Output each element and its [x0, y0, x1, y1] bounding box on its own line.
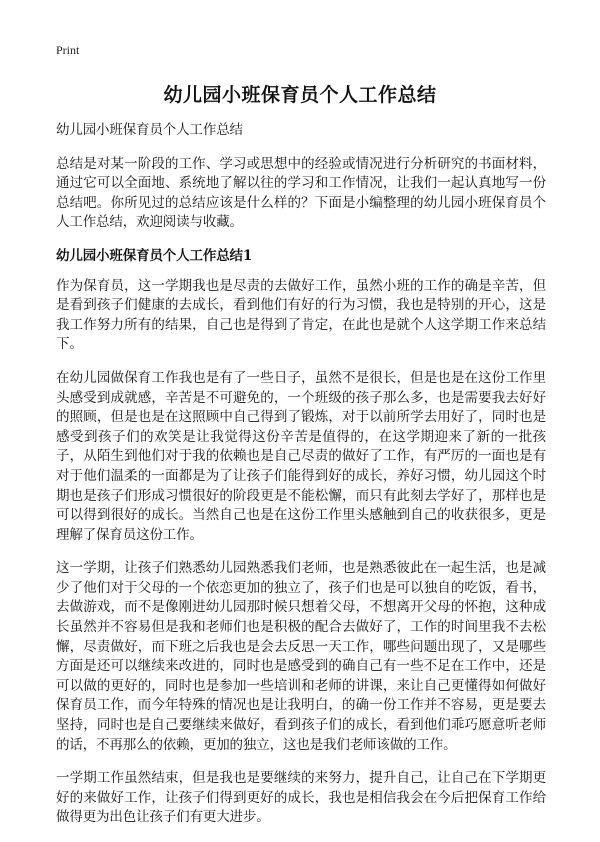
body-paragraph: 这一学期，让孩子们熟悉幼儿园熟悉我们老师，也是熟悉彼此在一起生活，也是减少了他们对于父母的一个依恋更加的独立了，孩子们也是可以独自的吃饭，看书，去做游戏，而不是像刚进幼儿园那时候只想着父母，不想离开父母的怀抱，这种成长虽然并不容易但是我和老师们也是积极的配合去做好了，工作的时间里我不去松懈，尽责做好，而下班之后我也是会去反思一天工作，哪些问题出现了，又是哪些方面是还可以继续来改进的，同时也是感受到的确自己有一些不足在工作中，还是可以做的更好的，同时也是参加一些培训和老师的讲课，来让自己更懂得如何做好保育员工作，而今年特殊的情况也是让我明白，的确一份工作并不容易，更是要去坚持，同时也是自己要继续来做好，看到孩子们的成长，看到他们乖巧愿意听老师的话，不再那么的依赖，更加的独立，这也是我们老师该做的工作。: [56, 560, 546, 753]
intro-paragraph: 总结是对某一阶段的工作、学习或思想中的经验或情况进行分析研究的书面材料，通过它可以全面地、系统地了解以往的学习和工作情况，让我们一起认真地写一份总结吧。你所见过的总结应该是什么样的？下面是小编整理的幼儿园小班保育员个人工作总结，欢迎阅读与收藏。: [56, 155, 546, 231]
print-link[interactable]: Print: [56, 43, 80, 57]
article-subtitle: 幼儿园小班保育员个人工作总结: [56, 122, 243, 138]
page-title: 幼儿园小班保育员个人工作总结: [163, 84, 437, 106]
section-heading: 幼儿园小班保育员个人工作总结1: [56, 247, 253, 264]
body-paragraph: 作为保育员，这一学期我也是尽责的去做好工作，虽然小班的工作的确是辛苦，但是看到孩子们健康的去成长，看到他们有好的行为习惯，我也是特别的开心，这是我工作努力所有的结果，自己也是得到了肯定，在此也是就个人这学期工作来总结下。: [56, 277, 546, 353]
article-body: [56, 121, 546, 842]
body-paragraph: 在幼儿园做保育工作我也是有了一些日子，虽然不是很长，但是也是在这份工作里头感受到成就感，辛苦是不可避免的，一个班级的孩子那么多，也是需要我去好好的照顾，但是也是在这照顾中自己得到了锻炼，对于以前所学去用好了，同时也是感受到孩子们的欢笑是让我觉得这份辛苦是值得的，在这学期迎来了新的一批孩子，从陌生到他们对于我的依赖也是自己尽责的做好了工作，有严厉的一面也是有对于他们温柔的一面都是为了让孩子们能得到好的成长，养好习惯，幼儿园这个时期也是孩子们形成习惯很好的阶段更是不能松懈，而只有此刻去学好了，那样也是可以得到很好的成长。当然自己也是在这份工作里头感触到自己的收获很多，更是理解了保育员这份工作。: [56, 369, 546, 543]
body-paragraph: 一学期工作虽然结束，但是我也是要继续的来努力，提升自己，让自己在下学期更好的来做好工作，让孩子们得到更好的成长，我也是相信我会在今后把保育工作给做得更为出色让孩子们有更大进步。: [56, 770, 546, 826]
